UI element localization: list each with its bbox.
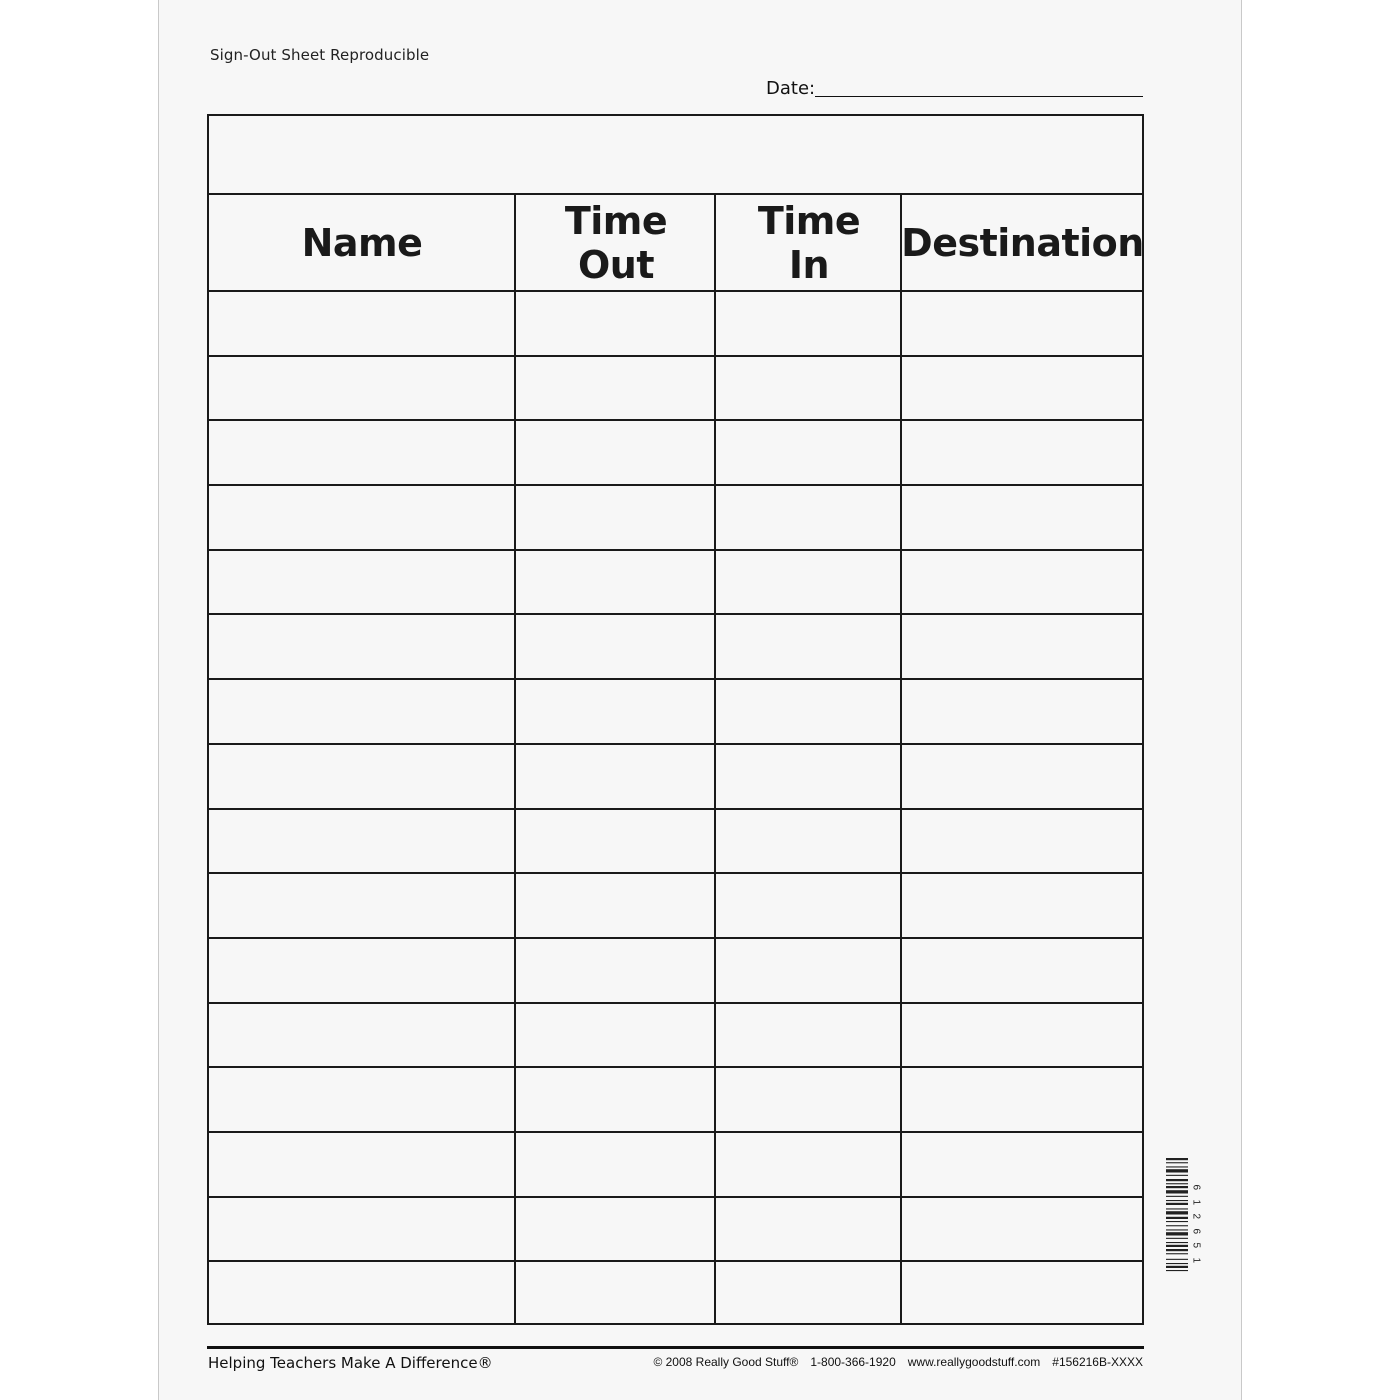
barcode-digit: 1 (1190, 1198, 1202, 1205)
footer-website: www.reallygoodstuff.com (907, 1355, 1041, 1369)
table-row (207, 808, 1144, 810)
table-row (207, 484, 1144, 486)
footer-rule (207, 1346, 1144, 1349)
barcode-digit: 6 (1190, 1184, 1202, 1191)
date-label: Date: (766, 78, 816, 99)
barcode-digit: 2 (1190, 1213, 1202, 1220)
column-divider (514, 193, 516, 1325)
column-header-time-in-line-1: Time (757, 199, 861, 243)
table-row (207, 1002, 1144, 1004)
table-row (207, 743, 1144, 745)
column-header-destination (903, 195, 1142, 291)
column-header-time-in-line-2: In (788, 243, 830, 287)
column-header-time-out-line-1: Time (564, 199, 668, 243)
footer-meta (641, 1355, 1143, 1369)
table-row (207, 872, 1144, 874)
table-row (207, 549, 1144, 551)
table-row (207, 1066, 1144, 1068)
footer-item-code: #156216B-XXXX (1052, 1355, 1143, 1369)
footer-copyright: © 2008 Really Good Stuff® (653, 1355, 799, 1369)
barcode-digit: 5 (1190, 1242, 1202, 1249)
date-fill-line (815, 96, 1143, 97)
table-row (207, 355, 1144, 357)
barcode-digits (1188, 1180, 1202, 1267)
table-row (207, 1260, 1144, 1262)
barcode-icon (1166, 1158, 1188, 1324)
sign-out-table (207, 114, 1144, 1325)
sheet-title: Sign-Out Sheet Reproducible (210, 46, 430, 64)
column-header-destination-line-1: Destination (901, 221, 1144, 265)
footer-phone: 1-800-366-1920 (810, 1355, 896, 1369)
table-row (207, 937, 1144, 939)
table-row (207, 678, 1144, 680)
column-header-time-out (517, 195, 715, 291)
barcode-digit: 6 (1190, 1227, 1202, 1234)
footer-tagline: Helping Teachers Make A Difference® (208, 1354, 493, 1372)
table-row (207, 419, 1144, 421)
column-divider (714, 193, 716, 1325)
table-row (207, 1131, 1144, 1133)
table-row (207, 613, 1144, 615)
barcode-digit: 1 (1190, 1256, 1202, 1263)
column-divider (900, 193, 902, 1325)
column-header-time-in (717, 195, 901, 291)
column-header-time-out-line-2: Out (577, 243, 654, 287)
table-row (207, 1196, 1144, 1198)
column-header-name (209, 195, 515, 291)
column-header-name-line-1: Name (301, 221, 423, 265)
